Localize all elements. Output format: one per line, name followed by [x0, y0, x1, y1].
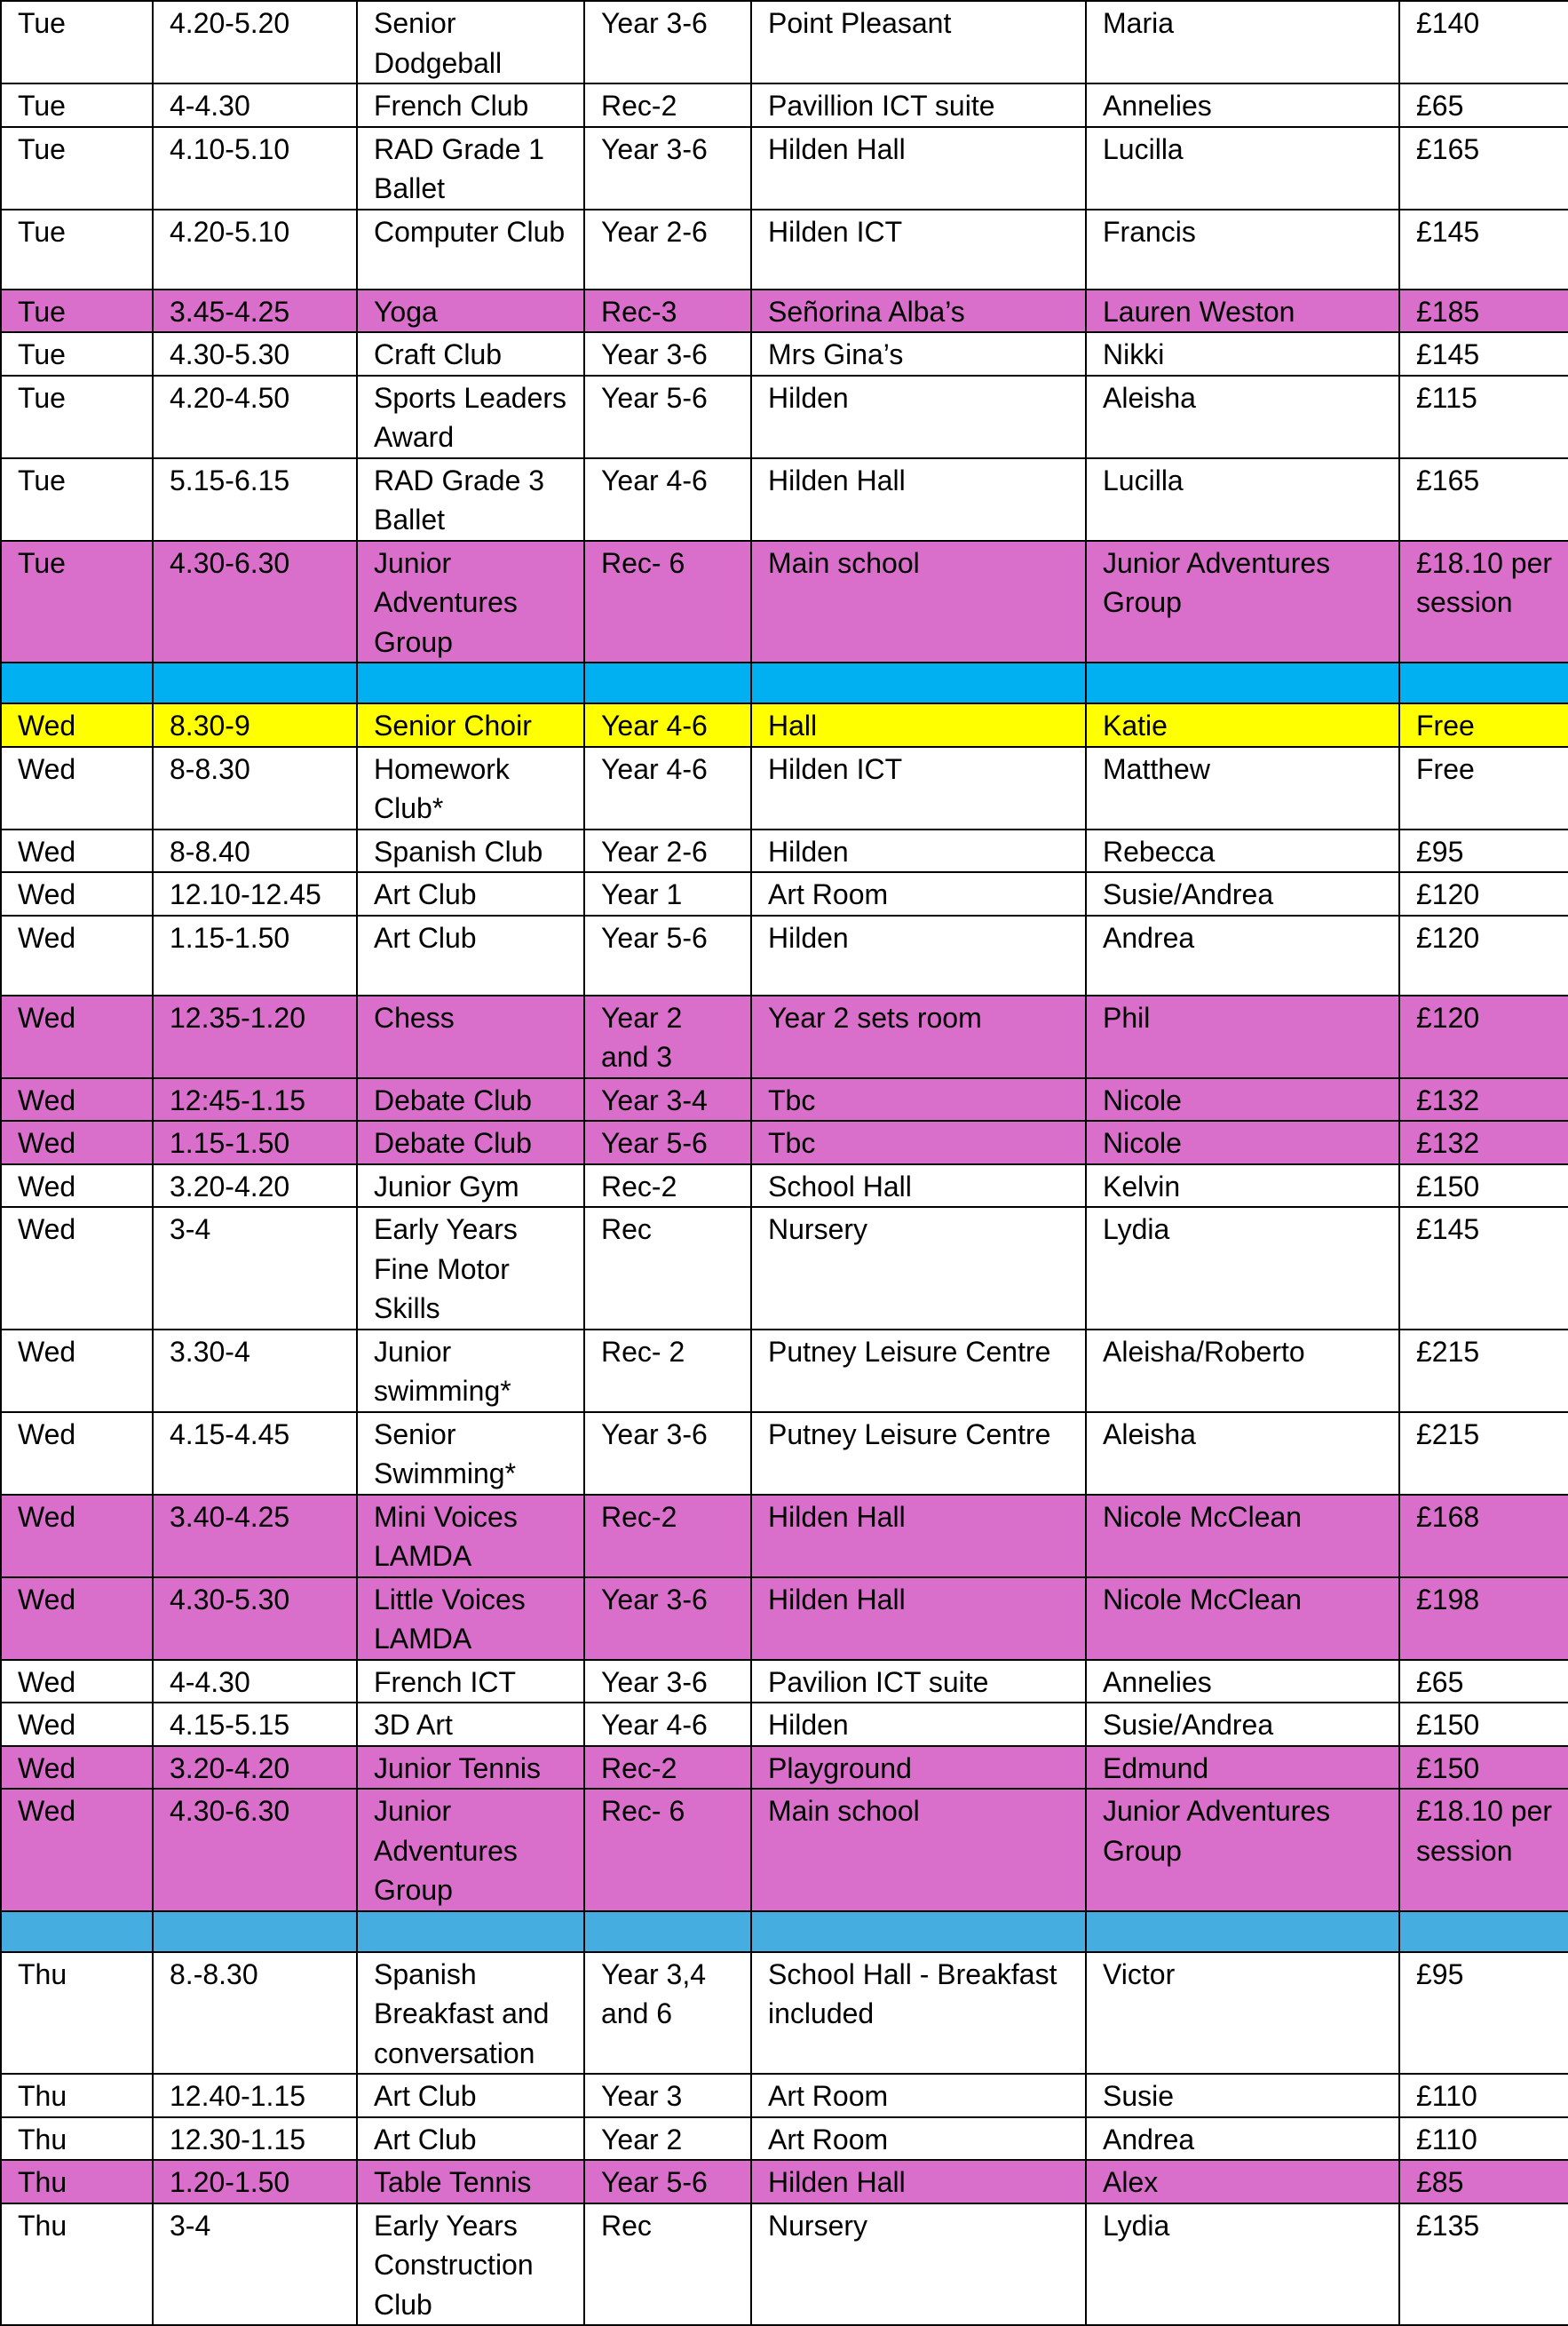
cost-cell: [1399, 663, 1568, 703]
location-cell: Pavillion ICT suite: [751, 83, 1086, 127]
day-cell: Wed: [1, 1577, 153, 1660]
day-cell: Wed: [1, 996, 153, 1078]
time-cell: [153, 663, 357, 703]
activity-cell: Junior Tennis: [357, 1746, 584, 1790]
table-row: [1, 332, 1568, 376]
time-cell: 4.20-5.20: [153, 1, 357, 83]
table-row: [1, 2160, 1568, 2203]
table-row: [1, 1746, 1568, 1790]
time-cell: 4-4.30: [153, 1660, 357, 1703]
time-cell: 8-8.30: [153, 747, 357, 830]
activity-cell: Junior Adventures Group: [357, 541, 584, 663]
year-group-cell: Rec: [584, 2203, 751, 2326]
cost-cell: £150: [1399, 1746, 1568, 1790]
table-row: [1, 458, 1568, 541]
location-cell: Hilden Hall: [751, 2160, 1086, 2203]
cost-cell: £150: [1399, 1703, 1568, 1746]
year-group-cell: Rec-2: [584, 1164, 751, 1208]
time-cell: 4.15-4.45: [153, 1412, 357, 1495]
leader-cell: Susie: [1086, 2074, 1399, 2117]
year-group-cell: Year 3-6: [584, 1, 751, 83]
day-cell: Tue: [1, 1, 153, 83]
table-row: [1, 872, 1568, 916]
time-cell: 3.45-4.25: [153, 290, 357, 333]
day-separator-row: [1, 663, 1568, 703]
cost-cell: £95: [1399, 1952, 1568, 2075]
location-cell: Hilden Hall: [751, 127, 1086, 210]
cost-cell: [1399, 1911, 1568, 1952]
activity-cell: Senior Swimming*: [357, 1412, 584, 1495]
leader-cell: Matthew: [1086, 747, 1399, 830]
cost-cell: £215: [1399, 1330, 1568, 1412]
year-group-cell: Year 5-6: [584, 1121, 751, 1164]
cost-cell: £198: [1399, 1577, 1568, 1660]
location-cell: Year 2 sets room: [751, 996, 1086, 1078]
activity-cell: Spanish Club: [357, 830, 584, 873]
activity-cell: Spanish Breakfast and conversation: [357, 1952, 584, 2075]
cost-cell: £65: [1399, 83, 1568, 127]
leader-cell: Aleisha: [1086, 1412, 1399, 1495]
cost-cell: £110: [1399, 2117, 1568, 2161]
activity-cell: Little Voices LAMDA: [357, 1577, 584, 1660]
time-cell: 1.15-1.50: [153, 1121, 357, 1164]
location-cell: [751, 1911, 1086, 1952]
cost-cell: £150: [1399, 1164, 1568, 1208]
leader-cell: Junior Adventures Group: [1086, 541, 1399, 663]
table-row: [1, 2203, 1568, 2326]
cost-cell: £120: [1399, 916, 1568, 996]
leader-cell: Aleisha/Roberto: [1086, 1330, 1399, 1412]
time-cell: 4.30-6.30: [153, 541, 357, 663]
cost-cell: £145: [1399, 332, 1568, 376]
year-group-cell: [584, 663, 751, 703]
day-cell: [1, 663, 153, 703]
location-cell: Point Pleasant: [751, 1, 1086, 83]
leader-cell: Alex: [1086, 2160, 1399, 2203]
location-cell: Hilden Hall: [751, 1577, 1086, 1660]
cost-cell: £140: [1399, 1, 1568, 83]
year-group-cell: Rec-3: [584, 290, 751, 333]
time-cell: 12.35-1.20: [153, 996, 357, 1078]
leader-cell: Maria: [1086, 1, 1399, 83]
location-cell: Art Room: [751, 2074, 1086, 2117]
table-row: [1, 830, 1568, 873]
activity-cell: Junior Adventures Group: [357, 1789, 584, 1911]
leader-cell: Nicole McClean: [1086, 1577, 1399, 1660]
day-cell: Wed: [1, 1078, 153, 1122]
day-cell: Tue: [1, 127, 153, 210]
time-cell: 1.20-1.50: [153, 2160, 357, 2203]
leader-cell: [1086, 1911, 1399, 1952]
table-row: [1, 1207, 1568, 1330]
time-cell: 3.30-4: [153, 1330, 357, 1412]
cost-cell: £85: [1399, 2160, 1568, 2203]
time-cell: 4.20-4.50: [153, 376, 357, 458]
day-cell: Tue: [1, 376, 153, 458]
day-cell: Thu: [1, 2074, 153, 2117]
location-cell: Art Room: [751, 872, 1086, 916]
year-group-cell: Year 5-6: [584, 916, 751, 996]
cost-cell: £168: [1399, 1495, 1568, 1577]
year-group-cell: Rec: [584, 1207, 751, 1330]
time-cell: [153, 1911, 357, 1952]
year-group-cell: Rec-2: [584, 1495, 751, 1577]
day-cell: Thu: [1, 2203, 153, 2326]
cost-cell: £110: [1399, 2074, 1568, 2117]
time-cell: 12.30-1.15: [153, 2117, 357, 2161]
day-cell: Wed: [1, 1495, 153, 1577]
activity-cell: Debate Club: [357, 1078, 584, 1122]
location-cell: Hilden ICT: [751, 210, 1086, 290]
activity-cell: Chess: [357, 996, 584, 1078]
year-group-cell: Year 3: [584, 2074, 751, 2117]
day-cell: Thu: [1, 2117, 153, 2161]
year-group-cell: Year 2-6: [584, 210, 751, 290]
table-row: [1, 376, 1568, 458]
day-separator-row: [1, 1911, 1568, 1952]
table-row: [1, 1412, 1568, 1495]
location-cell: Señorina Alba’s: [751, 290, 1086, 333]
table-row: [1, 703, 1568, 747]
leader-cell: Susie/Andrea: [1086, 1703, 1399, 1746]
activity-cell: Sports Leaders Award: [357, 376, 584, 458]
table-row: [1, 210, 1568, 290]
cost-cell: £115: [1399, 376, 1568, 458]
activity-cell: Early Years Construction Club: [357, 2203, 584, 2326]
activity-cell: Mini Voices LAMDA: [357, 1495, 584, 1577]
leader-cell: Nicole: [1086, 1078, 1399, 1122]
activity-cell: Junior swimming*: [357, 1330, 584, 1412]
location-cell: Main school: [751, 541, 1086, 663]
activity-cell: Early Years Fine Motor Skills: [357, 1207, 584, 1330]
activity-cell: RAD Grade 3 Ballet: [357, 458, 584, 541]
day-cell: Tue: [1, 458, 153, 541]
year-group-cell: Rec- 6: [584, 1789, 751, 1911]
time-cell: 3-4: [153, 1207, 357, 1330]
time-cell: 8.-8.30: [153, 1952, 357, 2075]
table-row: [1, 2074, 1568, 2117]
year-group-cell: [584, 1911, 751, 1952]
day-cell: Wed: [1, 1703, 153, 1746]
leader-cell: Francis: [1086, 210, 1399, 290]
cost-cell: £145: [1399, 210, 1568, 290]
time-cell: 1.15-1.50: [153, 916, 357, 996]
location-cell: Hilden: [751, 376, 1086, 458]
day-cell: Tue: [1, 210, 153, 290]
leader-cell: Lucilla: [1086, 458, 1399, 541]
location-cell: Hilden Hall: [751, 458, 1086, 541]
time-cell: 3.20-4.20: [153, 1746, 357, 1790]
table-row: [1, 541, 1568, 663]
year-group-cell: Year 4-6: [584, 703, 751, 747]
leader-cell: Nicole: [1086, 1121, 1399, 1164]
table-row: [1, 290, 1568, 333]
location-cell: Hilden: [751, 916, 1086, 996]
day-cell: Wed: [1, 872, 153, 916]
leader-cell: Edmund: [1086, 1746, 1399, 1790]
location-cell: Art Room: [751, 2117, 1086, 2161]
location-cell: Mrs Gina’s: [751, 332, 1086, 376]
timetable-body: [1, 1, 1568, 2325]
cost-cell: £185: [1399, 290, 1568, 333]
cost-cell: Free: [1399, 747, 1568, 830]
leader-cell: Lydia: [1086, 1207, 1399, 1330]
table-row: [1, 2117, 1568, 2161]
table-row: [1, 1952, 1568, 2075]
day-cell: Thu: [1, 1952, 153, 2075]
cost-cell: £165: [1399, 458, 1568, 541]
cost-cell: £132: [1399, 1121, 1568, 1164]
activity-cell: Junior Gym: [357, 1164, 584, 1208]
day-cell: Wed: [1, 1207, 153, 1330]
activity-cell: Senior Choir: [357, 703, 584, 747]
time-cell: 4.20-5.10: [153, 210, 357, 290]
day-cell: [1, 1911, 153, 1952]
time-cell: 4.15-5.15: [153, 1703, 357, 1746]
activity-cell: Art Club: [357, 2117, 584, 2161]
year-group-cell: Rec-2: [584, 83, 751, 127]
activity-cell: Homework Club*: [357, 747, 584, 830]
year-group-cell: Year 3-6: [584, 1412, 751, 1495]
day-cell: Wed: [1, 1330, 153, 1412]
time-cell: 4.10-5.10: [153, 127, 357, 210]
year-group-cell: Year 3-6: [584, 127, 751, 210]
cost-cell: £165: [1399, 127, 1568, 210]
leader-cell: Annelies: [1086, 1660, 1399, 1703]
year-group-cell: Year 3-6: [584, 1577, 751, 1660]
year-group-cell: Year 3-6: [584, 332, 751, 376]
year-group-cell: Year 2: [584, 2117, 751, 2161]
time-cell: 8.30-9: [153, 703, 357, 747]
activity-cell: [357, 663, 584, 703]
table-row: [1, 83, 1568, 127]
leader-cell: Rebecca: [1086, 830, 1399, 873]
activity-cell: Yoga: [357, 290, 584, 333]
year-group-cell: Year 3,4 and 6: [584, 1952, 751, 2075]
location-cell: Putney Leisure Centre: [751, 1412, 1086, 1495]
leader-cell: Lydia: [1086, 2203, 1399, 2326]
leader-cell: Victor: [1086, 1952, 1399, 2075]
time-cell: 12.40-1.15: [153, 2074, 357, 2117]
leader-cell: Andrea: [1086, 2117, 1399, 2161]
activity-cell: [357, 1911, 584, 1952]
table-row: [1, 1330, 1568, 1412]
cost-cell: £120: [1399, 872, 1568, 916]
activity-cell: Senior Dodgeball: [357, 1, 584, 83]
year-group-cell: Year 1: [584, 872, 751, 916]
time-cell: 5.15-6.15: [153, 458, 357, 541]
activity-cell: Craft Club: [357, 332, 584, 376]
year-group-cell: Year 2 and 3: [584, 996, 751, 1078]
cost-cell: £65: [1399, 1660, 1568, 1703]
activity-cell: Table Tennis: [357, 2160, 584, 2203]
location-cell: Pavilion ICT suite: [751, 1660, 1086, 1703]
day-cell: Wed: [1, 1660, 153, 1703]
location-cell: [751, 663, 1086, 703]
leader-cell: Lauren Weston: [1086, 290, 1399, 333]
cost-cell: £18.10 per session: [1399, 541, 1568, 663]
location-cell: Playground: [751, 1746, 1086, 1790]
year-group-cell: Rec- 2: [584, 1330, 751, 1412]
time-cell: 4.30-5.30: [153, 332, 357, 376]
year-group-cell: Year 3-6: [584, 1660, 751, 1703]
table-row: [1, 996, 1568, 1078]
activity-cell: RAD Grade 1 Ballet: [357, 127, 584, 210]
table-row: [1, 1660, 1568, 1703]
year-group-cell: Year 2-6: [584, 830, 751, 873]
location-cell: Hilden ICT: [751, 747, 1086, 830]
location-cell: Hilden: [751, 1703, 1086, 1746]
location-cell: Nursery: [751, 1207, 1086, 1330]
location-cell: Main school: [751, 1789, 1086, 1911]
year-group-cell: Year 5-6: [584, 376, 751, 458]
location-cell: Putney Leisure Centre: [751, 1330, 1086, 1412]
activity-cell: Art Club: [357, 872, 584, 916]
activity-cell: 3D Art: [357, 1703, 584, 1746]
year-group-cell: Year 3-4: [584, 1078, 751, 1122]
day-cell: Wed: [1, 1121, 153, 1164]
cost-cell: £145: [1399, 1207, 1568, 1330]
time-cell: 4.30-6.30: [153, 1789, 357, 1911]
year-group-cell: Rec-2: [584, 1746, 751, 1790]
day-cell: Tue: [1, 541, 153, 663]
time-cell: 3.40-4.25: [153, 1495, 357, 1577]
leader-cell: Andrea: [1086, 916, 1399, 996]
cost-cell: Free: [1399, 703, 1568, 747]
table-row: [1, 1164, 1568, 1208]
table-row: [1, 1, 1568, 83]
table-row: [1, 127, 1568, 210]
activity-cell: Art Club: [357, 2074, 584, 2117]
day-cell: Wed: [1, 703, 153, 747]
cost-cell: £135: [1399, 2203, 1568, 2326]
table-row: [1, 1495, 1568, 1577]
day-cell: Wed: [1, 916, 153, 996]
activity-cell: French Club: [357, 83, 584, 127]
table-row: [1, 1703, 1568, 1746]
table-row: [1, 1078, 1568, 1122]
day-cell: Wed: [1, 830, 153, 873]
year-group-cell: Year 4-6: [584, 1703, 751, 1746]
cost-cell: £95: [1399, 830, 1568, 873]
time-cell: 3-4: [153, 2203, 357, 2326]
day-cell: Wed: [1, 1164, 153, 1208]
day-cell: Thu: [1, 2160, 153, 2203]
leader-cell: Annelies: [1086, 83, 1399, 127]
activity-cell: Art Club: [357, 916, 584, 996]
time-cell: 12:45-1.15: [153, 1078, 357, 1122]
table-row: [1, 747, 1568, 830]
location-cell: School Hall - Breakfast included: [751, 1952, 1086, 2075]
leader-cell: [1086, 663, 1399, 703]
time-cell: 12.10-12.45: [153, 872, 357, 916]
location-cell: Hall: [751, 703, 1086, 747]
leader-cell: Junior Adventures Group: [1086, 1789, 1399, 1911]
day-cell: Wed: [1, 1746, 153, 1790]
leader-cell: Katie: [1086, 703, 1399, 747]
cost-cell: £132: [1399, 1078, 1568, 1122]
activity-cell: Debate Club: [357, 1121, 584, 1164]
year-group-cell: Rec- 6: [584, 541, 751, 663]
leader-cell: Phil: [1086, 996, 1399, 1078]
time-cell: 4-4.30: [153, 83, 357, 127]
time-cell: 4.30-5.30: [153, 1577, 357, 1660]
leader-cell: Susie/Andrea: [1086, 872, 1399, 916]
day-cell: Wed: [1, 1412, 153, 1495]
table-row: [1, 1577, 1568, 1660]
day-cell: Tue: [1, 83, 153, 127]
year-group-cell: Year 4-6: [584, 458, 751, 541]
location-cell: Hilden Hall: [751, 1495, 1086, 1577]
cost-cell: £18.10 per session: [1399, 1789, 1568, 1911]
location-cell: School Hall: [751, 1164, 1086, 1208]
leader-cell: Lucilla: [1086, 127, 1399, 210]
activity-cell: French ICT: [357, 1660, 584, 1703]
location-cell: Tbc: [751, 1121, 1086, 1164]
leader-cell: Nicole McClean: [1086, 1495, 1399, 1577]
day-cell: Wed: [1, 1789, 153, 1911]
leader-cell: Nikki: [1086, 332, 1399, 376]
day-cell: Tue: [1, 290, 153, 333]
year-group-cell: Year 4-6: [584, 747, 751, 830]
time-cell: 8-8.40: [153, 830, 357, 873]
leader-cell: Aleisha: [1086, 376, 1399, 458]
leader-cell: Kelvin: [1086, 1164, 1399, 1208]
location-cell: Tbc: [751, 1078, 1086, 1122]
activity-cell: Computer Club: [357, 210, 584, 290]
day-cell: Wed: [1, 747, 153, 830]
location-cell: Nursery: [751, 2203, 1086, 2326]
year-group-cell: Year 5-6: [584, 2160, 751, 2203]
table-row: [1, 1121, 1568, 1164]
time-cell: 3.20-4.20: [153, 1164, 357, 1208]
location-cell: Hilden: [751, 830, 1086, 873]
cost-cell: £215: [1399, 1412, 1568, 1495]
cost-cell: £120: [1399, 996, 1568, 1078]
day-cell: Tue: [1, 332, 153, 376]
table-row: [1, 916, 1568, 996]
table-row: [1, 1789, 1568, 1911]
